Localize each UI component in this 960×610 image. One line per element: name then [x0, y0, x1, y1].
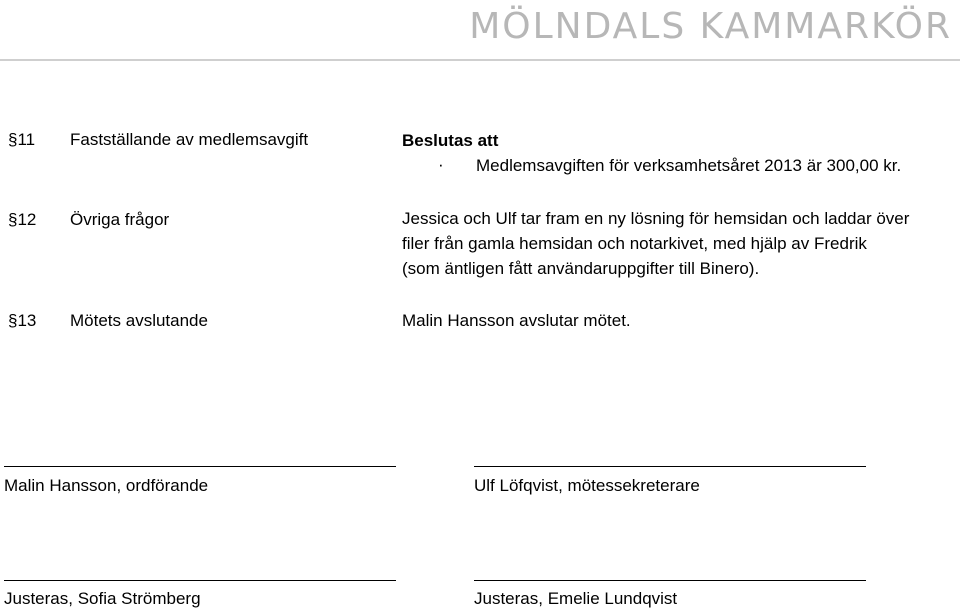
- decision-bullet: Medlemsavgiften för verksamhetsåret 2013 är 300,00 kr.: [476, 156, 902, 175]
- section-title: Fastställande av medlemsavgift: [70, 130, 309, 149]
- signature-label: Malin Hansson, ordförande: [4, 476, 209, 495]
- signature-line: [4, 466, 396, 467]
- section-title: Mötets avslutande: [70, 311, 208, 330]
- header-divider: [0, 59, 960, 61]
- decision-heading: Beslutas att: [402, 131, 499, 150]
- signature-line: [4, 580, 396, 581]
- signature-line: [474, 466, 866, 467]
- section-number: §13: [8, 311, 37, 330]
- signature-label: Justeras, Sofia Strömberg: [4, 589, 201, 608]
- section-body: [402, 206, 909, 281]
- body-line: (som äntligen fått användaruppgifter till Binero).: [402, 259, 760, 278]
- organization-title: MÖLNDALS KAMMARKÖR: [469, 6, 952, 47]
- signature-line: [474, 580, 866, 581]
- section-number: §11: [8, 130, 36, 149]
- signature-label: Ulf Löfqvist, mötessekreterare: [474, 476, 700, 495]
- bullet-marker: ·: [438, 155, 444, 174]
- body-line: filer från gamla hemsidan och notarkivet, med hjälp av Fredrik: [402, 234, 867, 253]
- body-line: Jessica och Ulf tar fram en ny lösning för hemsidan och laddar över: [402, 209, 910, 228]
- section-title: Övriga frågor: [70, 210, 170, 229]
- section-body: Malin Hansson avslutar mötet.: [402, 311, 631, 330]
- section-number: §12: [8, 210, 37, 229]
- signature-label: Justeras, Emelie Lundqvist: [474, 589, 678, 608]
